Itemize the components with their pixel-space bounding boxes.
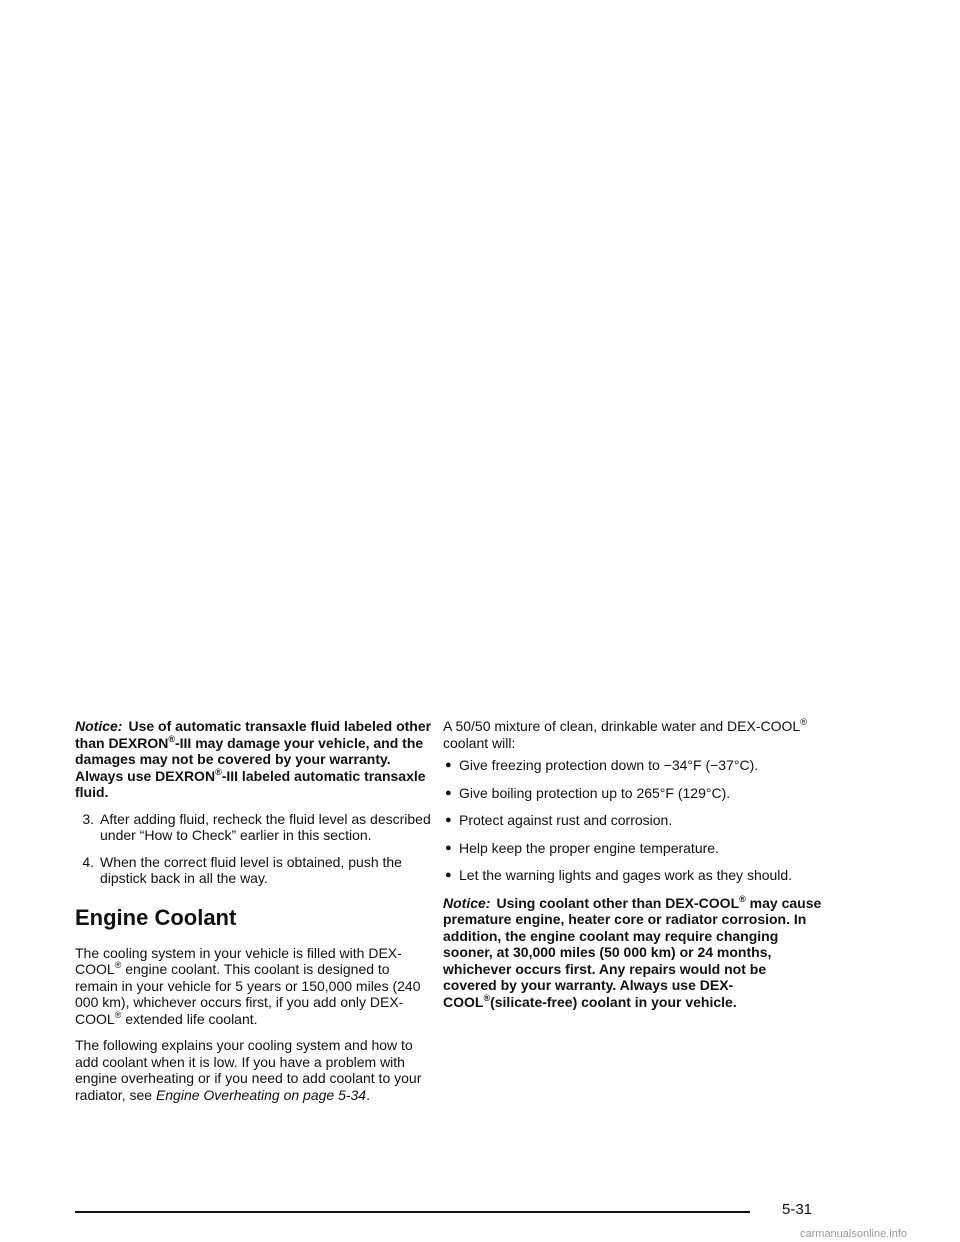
section-heading: Engine Coolant — [75, 904, 237, 930]
bullet-icon: ● — [445, 786, 452, 799]
notice-transaxle-fluid: Notice: Use of automatic transaxle fluid labeled other than DEXRON®-III may damage your vehicle, and the damages may not be covered by your warranty. Always use DEXRON®-III labeled automatic transaxle fluid. — [75, 718, 432, 800]
registered-mark: ® — [800, 717, 807, 727]
step-text: When the correct fluid level is obtained, push the dipstick back in all the way. — [100, 853, 402, 886]
registered-mark: ® — [168, 733, 175, 744]
page-number: 5-31 — [782, 1201, 813, 1218]
step-item — [75, 854, 435, 887]
list-item: ● Let the warning lights and gages work as they should. — [445, 867, 793, 883]
mixture-intro: A 50/50 mixture of clean, drinkable water and DEX-COOL® coolant will: — [443, 717, 807, 751]
left-column — [75, 718, 435, 1113]
registered-mark: ® — [114, 1009, 122, 1020]
list-item: ● Give boiling protection up to 265°F (129°C). — [445, 784, 731, 801]
bullet-icon: ● — [445, 869, 452, 881]
registered-mark: ® — [215, 766, 222, 777]
watermark-text: carmanualsonline.info — [800, 1228, 908, 1240]
bullet-icon: ● — [445, 841, 452, 854]
step-text: After adding fluid, recheck the fluid level as described under “How to Check” earlier in this section. — [100, 810, 431, 843]
step-number: 3. — [82, 810, 94, 827]
notice-label: Notice: — [443, 894, 491, 911]
explanation-paragraph: The following explains your cooling system and how to add coolant when it is low. If you have a problem with engine overheating or if you need to add coolant to your radiator, see Engine Overheating on page 5-34. — [75, 1037, 422, 1103]
registered-mark: ® — [483, 992, 491, 1003]
coolant-benefits-list — [443, 757, 823, 884]
bullet-icon: ● — [445, 759, 452, 771]
bullet-icon: ● — [445, 814, 452, 826]
registered-mark: ® — [739, 893, 746, 904]
notice-label: Notice: — [75, 718, 123, 734]
footer-rule — [75, 1211, 750, 1213]
notice-coolant: Notice: Using coolant other than DEX-COOL® may cause premature engine, heater core or radiator corrosion. In addition, the engine coolant may require changing sooner, at 30,000 miles (50 000 km) or 24 months, whichever occurs first. Any repairs would not be covered by your warranty. Always use DEX-COOL®(silicate-free) coolant in your vehicle. — [443, 893, 822, 1010]
list-item: ● Give freezing protection down to −34°F (−37°C). — [445, 757, 759, 773]
page-reference-link[interactable]: Engine Overheating on page 5-34 — [155, 1086, 367, 1103]
step-item — [75, 811, 435, 844]
step-list — [75, 811, 435, 887]
list-item: ● Help keep the proper engine temperature. — [445, 839, 719, 856]
step-number: 4. — [82, 853, 94, 870]
list-item: ● Protect against rust and corrosion. — [445, 812, 673, 828]
registered-mark: ® — [114, 960, 122, 970]
cooling-system-paragraph: The cooling system in your vehicle is filled with DEX-COOL® engine coolant. This coolant is designed to remain in your vehicle for 5 years or 150,000 miles (240 000 km), whichever occurs first, if you add only DEX-COOL® extended life coolant. — [75, 944, 421, 1027]
right-column — [443, 718, 823, 1010]
